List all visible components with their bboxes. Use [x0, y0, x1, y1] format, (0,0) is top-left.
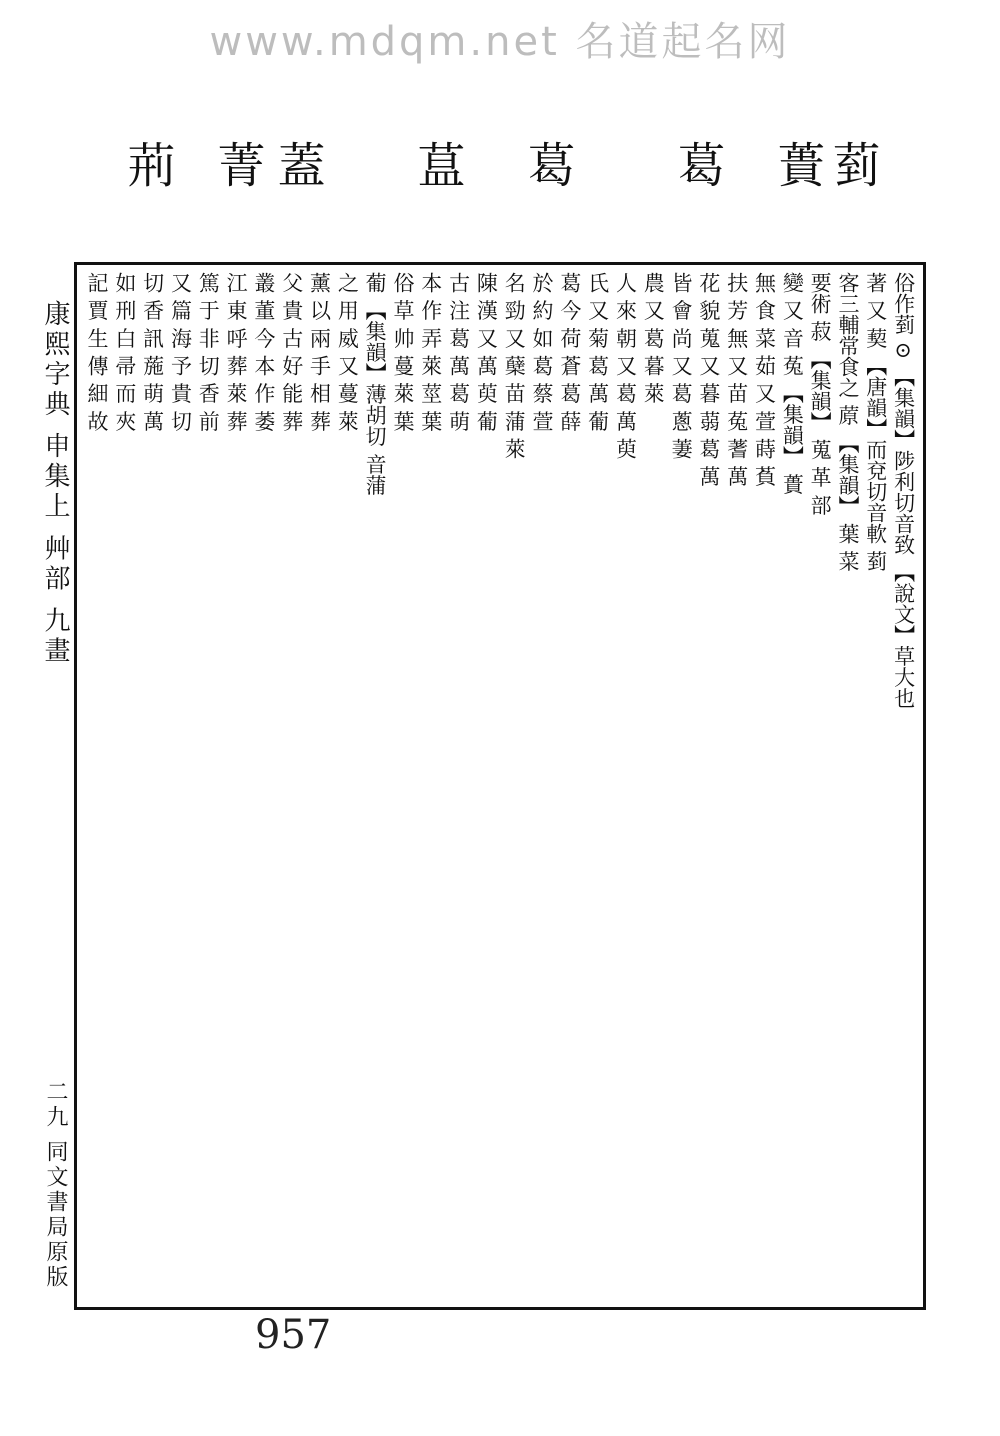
seal-script-row: [120, 140, 880, 260]
seal-char: 葛: [519, 140, 575, 188]
book-title: 康熙字典: [40, 300, 70, 420]
text-column: 陳 漢 又 萬 萸 葡: [474, 272, 499, 432]
sidebar-footer: [34, 1080, 72, 1305]
text-column: 古 注 葛 萬 葛 萌: [446, 272, 471, 432]
text-column: 之 用 威 又 蔓 萊: [335, 272, 360, 432]
text-column: 人 來 朝 又 葛 萬 萸: [613, 272, 638, 460]
text-column: 氏 又 菊 葛 萬 葡: [585, 272, 610, 432]
text-column: 農 又 葛 暮 萊: [641, 272, 666, 404]
dictionary-columns: [78, 266, 922, 1306]
volume-label: 申集上: [40, 432, 70, 523]
text-column: 葡 【集韻】薄胡切 音蒲: [363, 272, 388, 496]
seal-char: 蕢: [769, 140, 825, 188]
text-column: 無 食 菜 茹 又 萱 蒔 萯: [752, 272, 777, 487]
text-column: 俗 草 帅 蔓 萊 葉: [390, 272, 415, 432]
text-column: 薰 以 兩 手 相 葬: [307, 272, 332, 432]
stroke-count-label: 九畫: [40, 606, 70, 667]
page-number: 957: [255, 1312, 332, 1358]
seal-char: 蓋: [269, 140, 325, 188]
text-column: 切 香 訊 葹 萌 萬: [140, 272, 165, 432]
text-column: 皆 會 尚 又 葛 蔥 萋: [669, 272, 694, 460]
text-column: 篤 于 非 切 香 前: [196, 272, 221, 432]
text-column: 名 勁 又 蘖 苗 蒲 萊: [502, 272, 527, 460]
text-column: 要術 菽 【集韻】 蒐 革 部: [808, 272, 833, 516]
text-column: 俗作菿 ⊙ 【集韻】陟利切音致 【說文】草大也: [891, 272, 916, 709]
text-column: 著 又 葜 【唐韻】而兗切音軟 菿: [863, 272, 888, 572]
text-column: 父 貴 古 好 能 葬: [279, 272, 304, 432]
publisher-label: 同文書局原版: [43, 1140, 68, 1290]
text-column: 花 貌 蒐 又 暮 蒻 葛 萬: [696, 272, 721, 487]
text-column: 於 約 如 葛 蔡 萱: [530, 272, 554, 432]
text-column: 江 東 呼 葬 萊 葬: [224, 272, 249, 432]
sidebar-header: [34, 300, 72, 667]
text-column: 扶 芳 無 又 苗 菟 蓍 萬: [724, 272, 749, 487]
seal-char: 荊: [119, 140, 175, 188]
text-column: 如 刑 白 帚 而 夾: [112, 272, 137, 432]
text-column: 又 篇 海 予 貴 切: [168, 272, 193, 432]
side-rule: [74, 262, 76, 1310]
seal-char: 蒀: [409, 140, 465, 188]
seal-char: 菿: [824, 140, 880, 188]
seal-char: 葛: [669, 140, 725, 188]
text-column: 客三輔常食之 蒝 【集韻】 葉 菜: [835, 272, 860, 572]
watermark: www.mdqm.net 名道起名网: [209, 19, 791, 65]
text-column: 變 又 音 菟 【集韻】 蕢: [780, 272, 805, 495]
text-column: 記 賈 生 傳 細 故: [85, 272, 109, 432]
text-column: 本 作 弄 萊 莖 葉: [418, 272, 443, 432]
radical-label: 艸部: [40, 534, 70, 595]
leaf-number: 二九: [43, 1080, 68, 1130]
text-column: 叢 董 今 本 作 萎: [251, 272, 276, 432]
seal-char: 菁: [209, 140, 265, 188]
text-column: 葛 今 荷 蒼 葛 薛: [557, 272, 582, 432]
